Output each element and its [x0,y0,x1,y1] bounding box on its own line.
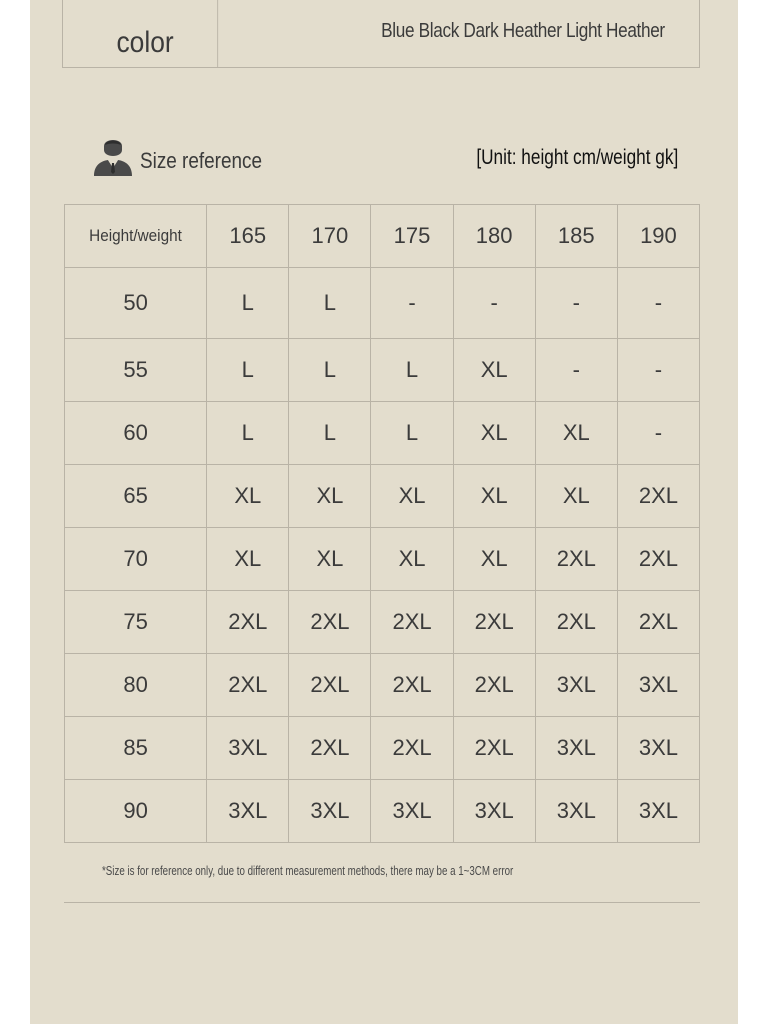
size-cell: - [535,339,617,402]
size-cell: L [289,339,371,402]
weight-cell: 55 [65,339,207,402]
table-row [65,402,700,465]
size-cell: 3XL [535,654,617,717]
size-cell: L [371,339,453,402]
size-cell: 2XL [371,717,453,780]
weight-cell: 50 [65,268,207,339]
size-cell: 3XL [371,780,453,843]
divider [64,902,700,903]
size-cell: XL [207,528,289,591]
table-row [65,717,700,780]
table-row [65,654,700,717]
size-reference-title: Size reference [140,148,262,173]
size-cell: 3XL [617,654,699,717]
table-row [65,465,700,528]
color-values [228,0,699,67]
color-label: color [73,0,218,67]
size-cell: 2XL [617,465,699,528]
size-cell: 2XL [535,528,617,591]
size-cell: 3XL [535,780,617,843]
size-cell: 3XL [617,717,699,780]
size-cell: XL [535,465,617,528]
size-cell: 2XL [371,591,453,654]
table-row [65,591,700,654]
size-cell: L [207,339,289,402]
size-cell: 3XL [207,780,289,843]
size-cell: 2XL [453,717,535,780]
size-cell: XL [453,402,535,465]
size-cell: 3XL [535,717,617,780]
unit-label: [Unit: height cm/weight gk] [476,146,678,169]
size-cell: 2XL [617,591,699,654]
weight-cell: 70 [65,528,207,591]
height-header: 185 [535,205,617,268]
size-cell: 2XL [289,717,371,780]
height-header: 165 [207,205,289,268]
size-table [64,204,700,843]
size-cell: - [371,268,453,339]
size-cell: XL [289,465,371,528]
size-cell: 2XL [289,591,371,654]
size-cell: XL [207,465,289,528]
size-cell: XL [371,465,453,528]
color-values-text: Blue Black Dark Heather Light Heather [381,20,665,42]
size-cell: 2XL [371,654,453,717]
size-reference-header [92,132,678,182]
size-cell: L [289,402,371,465]
color-table [62,0,700,68]
height-header: 190 [617,205,699,268]
size-cell: XL [371,528,453,591]
size-cell: 2XL [289,654,371,717]
weight-cell: 80 [65,654,207,717]
size-cell: L [207,268,289,339]
size-cell: 2XL [453,654,535,717]
height-header: 170 [289,205,371,268]
size-cell: XL [453,528,535,591]
corner-header: Height/weight [65,205,207,268]
size-cell: 2XL [453,591,535,654]
size-cell: XL [289,528,371,591]
size-cell: 3XL [617,780,699,843]
weight-cell: 85 [65,717,207,780]
size-cell: L [207,402,289,465]
weight-cell: 75 [65,591,207,654]
size-cell: L [289,268,371,339]
table-row [65,268,700,339]
size-cell: - [535,268,617,339]
size-cell: 2XL [535,591,617,654]
size-cell: 2XL [207,654,289,717]
weight-cell: 90 [65,780,207,843]
size-table-header-row [65,205,700,268]
size-cell: 3XL [453,780,535,843]
table-row [65,339,700,402]
size-chart-panel [30,0,738,1024]
size-cell: XL [453,465,535,528]
size-cell: L [371,402,453,465]
weight-cell: 60 [65,402,207,465]
size-cell: - [617,402,699,465]
size-cell: 3XL [207,717,289,780]
table-row [65,780,700,843]
size-cell: - [617,339,699,402]
height-header: 180 [453,205,535,268]
height-header: 175 [371,205,453,268]
size-cell: 3XL [289,780,371,843]
footnote: *Size is for reference only, due to different measurement methods, there may be a 1~3CM error [102,864,514,878]
size-cell: - [617,268,699,339]
size-cell: XL [535,402,617,465]
size-cell: XL [453,339,535,402]
size-cell: 2XL [207,591,289,654]
size-cell: - [453,268,535,339]
weight-cell: 65 [65,465,207,528]
person-icon [92,134,134,178]
table-row [65,528,700,591]
size-cell: 2XL [617,528,699,591]
